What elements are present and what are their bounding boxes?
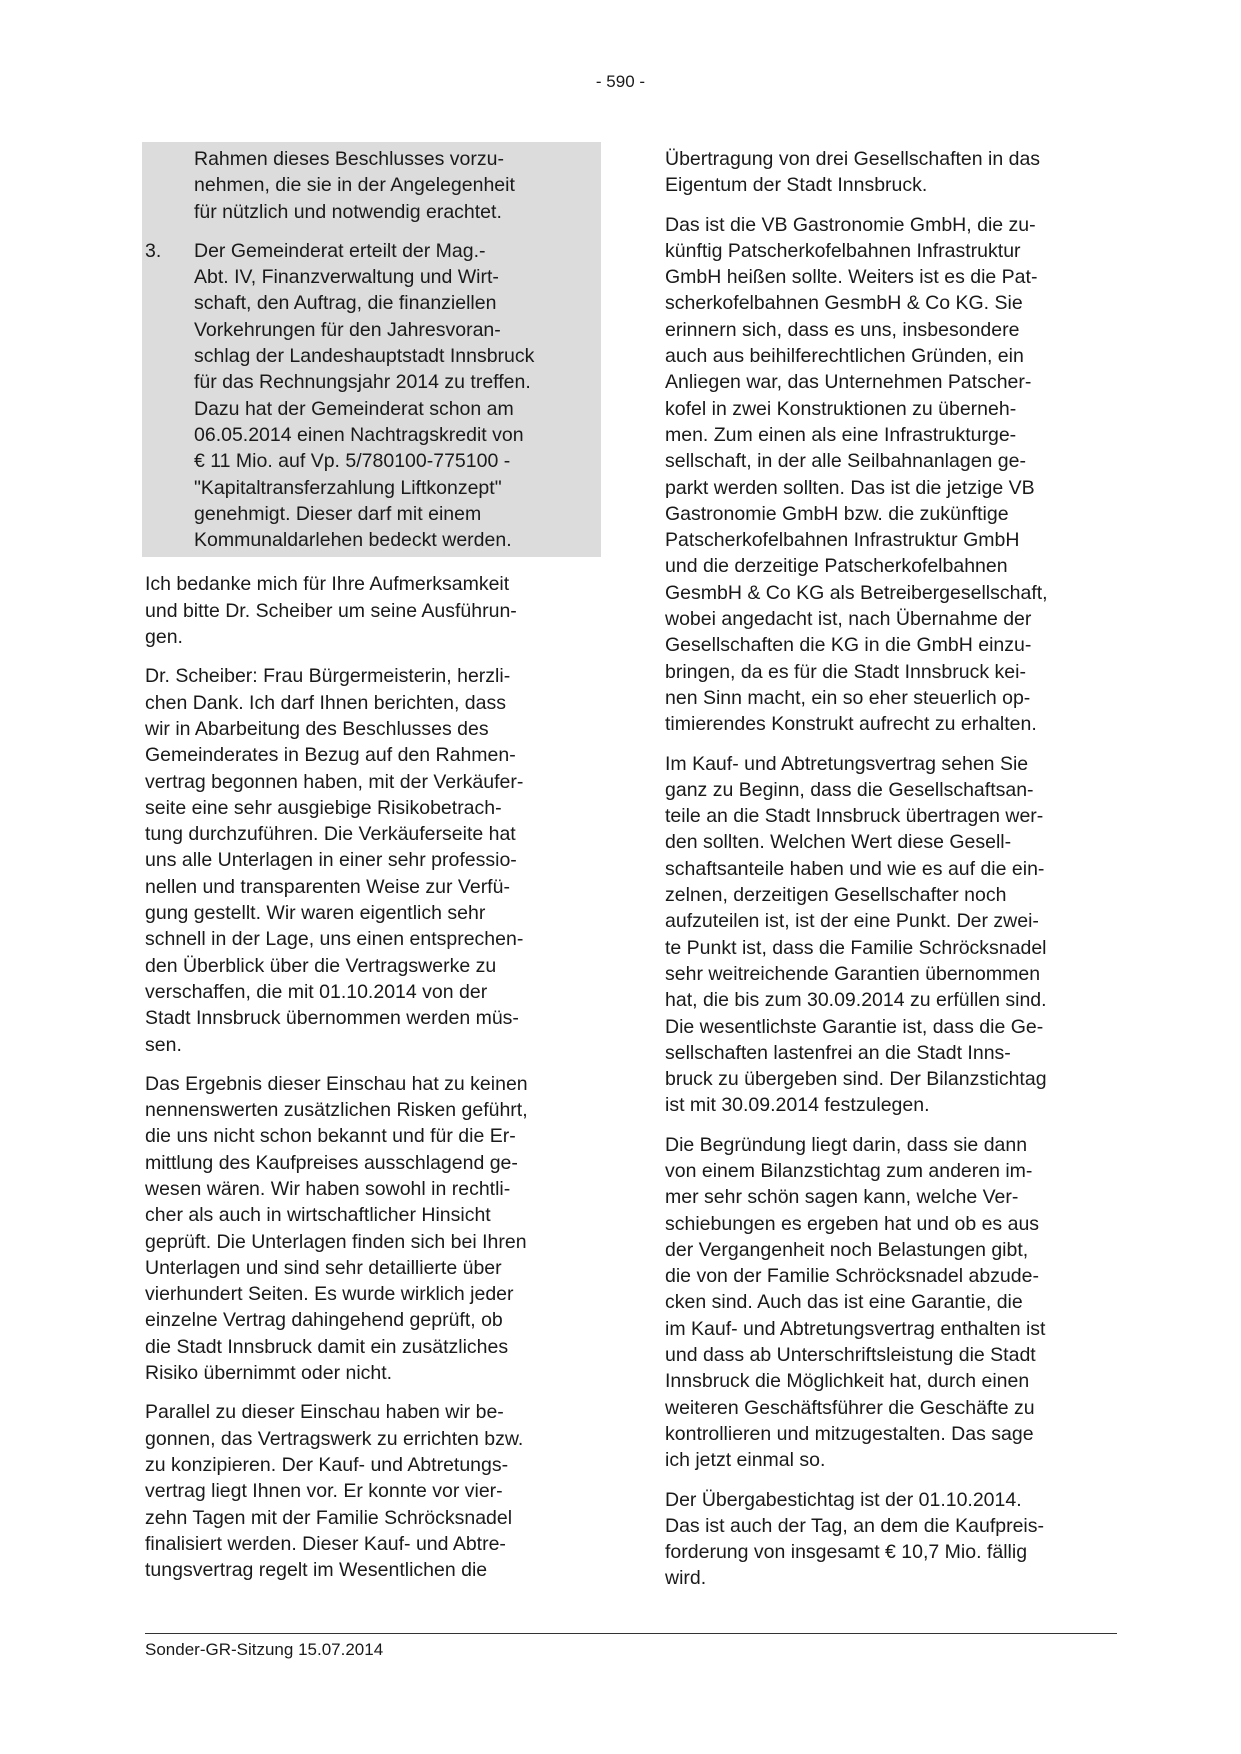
text-line: Vorkehrungen für den Jahresvoran- <box>194 318 501 341</box>
text-line: Risiko übernimmt oder nicht. <box>145 1362 393 1385</box>
text-line: nehmen, die sie in der Angelegenheit <box>194 174 515 197</box>
text-line: schnell in der Lage, uns einen entsprechen- <box>145 928 524 951</box>
text-line: gonnen, das Vertragswerk zu errichten bzw. <box>145 1427 524 1450</box>
text-line: für das Rechnungsjahr 2014 zu treffen. <box>194 371 531 394</box>
text-line: Übertragung von drei Gesellschaften in das <box>665 148 1041 170</box>
text-line: die von der Familie Schröcksnadel abzude- <box>665 1265 1039 1288</box>
text-line: schiebungen es ergeben hat und ob es aus <box>665 1212 1040 1235</box>
text-line: Parallel zu dieser Einschau haben wir be- <box>145 1401 504 1424</box>
text-line: Gastronomie GmbH bzw. die zukünftige <box>665 502 1009 525</box>
text-line: bringen, da es für die Stadt Innsbruck kei- <box>665 660 1026 683</box>
text-line: ganz zu Beginn, dass die Gesellschaftsan- <box>665 778 1034 801</box>
text-line: timierendes Konstrukt aufrecht zu erhalten. <box>665 713 1037 736</box>
text-line: cken sind. Auch das ist eine Garantie, die <box>665 1291 1023 1314</box>
text-line: Innsbruck die Möglichkeit hat, durch einen <box>665 1370 1030 1393</box>
text-line: seite eine sehr ausgiebige Risikobetrach- <box>145 796 502 819</box>
text-line: men. Zum einen als eine Infrastrukturge- <box>665 423 1017 446</box>
text-line: GesmbH & Co KG als Betreibergesellschaft, <box>665 581 1048 604</box>
paragraph-thanks <box>145 571 600 650</box>
text-line: schlag der Landeshauptstadt Innsbruck <box>194 345 535 368</box>
text-line: vertrag liegt Ihnen vor. Er konnte vor vier- <box>145 1480 503 1503</box>
text-line: verschaffen, die mit 01.10.2014 von der <box>145 980 488 1003</box>
text-line: te Punkt ist, dass die Familie Schröcksnadel <box>665 936 1047 959</box>
page-number: - 590 - <box>595 72 646 91</box>
text-line: "Kapitaltransferzahlung Liftkonzept" <box>194 476 502 499</box>
paragraph-begruendung <box>665 1132 1125 1474</box>
text-line: Die wesentlichste Garantie ist, dass die Ge- <box>665 1015 1044 1038</box>
footer-divider <box>145 1633 1117 1634</box>
paragraph-scheiber-intro <box>145 663 600 1057</box>
text-line: forderung von insgesamt € 10,7 Mio. fällig <box>665 1541 1028 1564</box>
text-line: Rahmen dieses Beschlusses vorzu- <box>194 148 504 170</box>
text-line: wird. <box>665 1567 707 1590</box>
text-line: Unterlagen und sind sehr detaillierte über <box>145 1256 502 1279</box>
text-line: zu konzipieren. Der Kauf- und Abtretungs- <box>145 1453 509 1476</box>
text-line: chen Dank. Ich darf Ihnen berichten, dass <box>145 691 506 714</box>
text-line: nen Sinn macht, ein so eher steuerlich op- <box>665 686 1031 709</box>
text-line: nennenswerten zusätzlichen Risken geführt, <box>145 1099 528 1122</box>
text-line: gen. <box>145 626 183 649</box>
text-line: wir in Abarbeitung des Beschlusses des <box>145 717 489 740</box>
text-line: kontrollieren und mitzugestalten. Das sage <box>665 1422 1034 1445</box>
text-line: € 11 Mio. auf Vp. 5/780100-775100 - <box>194 450 511 473</box>
paragraph-uebergabestichtag <box>665 1487 1125 1592</box>
text-line: Der Gemeinderat erteilt der Mag.- <box>194 239 486 262</box>
left-column <box>145 146 600 1596</box>
paragraph-transfer <box>665 146 1125 199</box>
text-line: und die derzeitige Patscherkofelbahnen <box>665 555 1008 578</box>
text-line: vierhundert Seiten. Es wurde wirklich jeder <box>145 1283 514 1306</box>
text-line: Das ist auch der Tag, an dem die Kaufpreis- <box>665 1514 1045 1537</box>
text-line: finalisiert werden. Dieser Kauf- und Abtre- <box>145 1532 506 1555</box>
text-line: künftig Patscherkofelbahnen Infrastruktur <box>665 239 1021 262</box>
text-line: tung durchzuführen. Die Verkäuferseite hat <box>145 823 516 846</box>
text-line: mer sehr schön sagen kann, welche Ver- <box>665 1186 1019 1209</box>
text-line: der Vergangenheit noch Belastungen gibt, <box>665 1238 1029 1261</box>
text-line: sehr weitreichende Garantien übernommen <box>665 962 1041 985</box>
paragraph-vb-gastronomie <box>665 212 1125 738</box>
text-line: nellen und transparenten Weise zur Verfü- <box>145 875 510 898</box>
text-line: sellschaften lastenfrei an die Stadt Inns- <box>665 1041 1011 1064</box>
text-line: zehn Tagen mit der Familie Schröcksnadel <box>145 1506 513 1529</box>
text-line: die Stadt Innsbruck damit ein zusätzliches <box>145 1335 509 1358</box>
text-line: ich jetzt einmal so. <box>665 1449 826 1472</box>
text-line: teile an die Stadt Innsbruck übertragen wer- <box>665 805 1044 828</box>
text-line: uns alle Unterlagen in einer sehr professio- <box>145 849 517 872</box>
text-line: parkt werden sollten. Das ist die jetzige VB <box>665 476 1035 499</box>
text-line: Eigentum der Stadt Innsbruck. <box>665 174 928 197</box>
item-3-text <box>194 238 597 554</box>
text-line: zelnen, derzeitigen Gesellschafter noch <box>665 884 1007 907</box>
text-line: Patscherkofelbahnen Infrastruktur GmbH <box>665 529 1020 552</box>
paragraph-einschau-result <box>145 1071 600 1387</box>
text-line: die uns nicht schon bekannt und für die Er- <box>145 1125 516 1148</box>
text-line: bruck zu übergeben sind. Der Bilanzstichtag <box>665 1068 1047 1091</box>
text-line: Abt. IV, Finanzverwaltung und Wirt- <box>194 266 499 289</box>
text-line: Das ist die VB Gastronomie GmbH, die zu- <box>665 213 1036 236</box>
footer-session-label: Sonder-GR-Sitzung 15.07.2014 <box>145 1640 384 1659</box>
paragraph-kaufvertrag <box>665 751 1125 1119</box>
text-line: Gesellschaften die KG in die GmbH einzu- <box>665 634 1032 657</box>
text-line: Kommunaldarlehen bedeckt werden. <box>194 529 512 552</box>
text-line: kofel in zwei Konstruktionen zu überneh- <box>665 397 1017 420</box>
text-line: von einem Bilanzstichtag zum anderen im- <box>665 1159 1033 1182</box>
text-line: scherkofelbahnen GesmbH & Co KG. Sie <box>665 292 1023 315</box>
text-line: gung gestellt. Wir waren eigentlich sehr <box>145 902 486 925</box>
text-line: im Kauf- und Abtretungsvertrag enthalten ist <box>665 1317 1046 1340</box>
text-line: mittlung des Kaufpreises ausschlagend ge- <box>145 1151 518 1174</box>
resolution-item-3 <box>145 238 597 554</box>
text-line: vertrag begonnen haben, mit der Verkäufer- <box>145 770 524 793</box>
text-line: auch aus beihilferechtlichen Gründen, ein <box>665 345 1024 368</box>
text-line: Im Kauf- und Abtretungsvertrag sehen Sie <box>665 752 1029 775</box>
text-line: aufzuteilen ist, ist der eine Punkt. Der zwei- <box>665 910 1039 933</box>
text-line: ist mit 30.09.2014 festzulegen. <box>665 1094 930 1117</box>
text-line: den sollten. Welchen Wert diese Gesell- <box>665 831 1012 854</box>
text-line: sen. <box>145 1033 182 1056</box>
item-number: 3. <box>145 239 162 262</box>
text-line: Ich bedanke mich für Ihre Aufmerksamkeit <box>145 573 510 596</box>
text-line: wesen wären. Wir haben sowohl in rechtli- <box>145 1177 511 1200</box>
text-line: Anliegen war, das Unternehmen Patscher- <box>665 371 1032 394</box>
text-line: einzelne Vertrag dahingehend geprüft, ob <box>145 1309 503 1332</box>
text-line: genehmigt. Dieser darf mit einem <box>194 502 482 525</box>
text-line: und bitte Dr. Scheiber um seine Ausführun- <box>145 599 517 622</box>
right-column <box>665 146 1125 1605</box>
paragraph-vertragswerk <box>145 1399 600 1583</box>
text-line: schaft, den Auftrag, die finanziellen <box>194 292 497 315</box>
resolution-continuation <box>145 146 597 225</box>
text-line: und dass ab Unterschriftsleistung die Stadt <box>665 1344 1036 1367</box>
text-line: schaftsanteile haben und wie es auf die ein- <box>665 857 1045 880</box>
text-line: Dr. Scheiber: Frau Bürgermeisterin, herzli- <box>145 665 511 688</box>
text-line: Dazu hat der Gemeinderat schon am <box>194 397 514 420</box>
text-line: für nützlich und notwendig erachtet. <box>194 200 502 223</box>
text-line: Der Übergabestichtag ist der 01.10.2014. <box>665 1488 1022 1511</box>
text-line: sellschaft, in der alle Seilbahnanlagen ge- <box>665 450 1026 473</box>
text-line: Stadt Innsbruck übernommen werden müs- <box>145 1007 519 1030</box>
text-line: wobei angedacht ist, nach Übernahme der <box>665 608 1032 631</box>
text-line: weiteren Geschäftsführer die Geschäfte zu <box>665 1396 1035 1419</box>
text-line: Das Ergebnis dieser Einschau hat zu keinen <box>145 1072 528 1095</box>
text-line: Gemeinderates in Bezug auf den Rahmen- <box>145 744 516 767</box>
text-line: geprüft. Die Unterlagen finden sich bei Ihren <box>145 1230 527 1253</box>
text-line: den Überblick über die Vertragswerke zu <box>145 954 497 977</box>
text-line: 06.05.2014 einen Nachtragskredit von <box>194 423 524 446</box>
text-line: tungsvertrag regelt im Wesentlichen die <box>145 1559 488 1582</box>
text-line: erinnern sich, dass es uns, insbesondere <box>665 318 1020 341</box>
text-line: Die Begründung liegt darin, dass sie dann <box>665 1133 1028 1156</box>
shaded-resolution-block <box>142 142 601 557</box>
text-line: cher als auch in wirtschaftlicher Hinsicht <box>145 1204 491 1227</box>
text-line: GmbH heißen sollte. Weiters ist es die Pat- <box>665 266 1038 289</box>
text-line: hat, die bis zum 30.09.2014 zu erfüllen sind. <box>665 989 1047 1012</box>
